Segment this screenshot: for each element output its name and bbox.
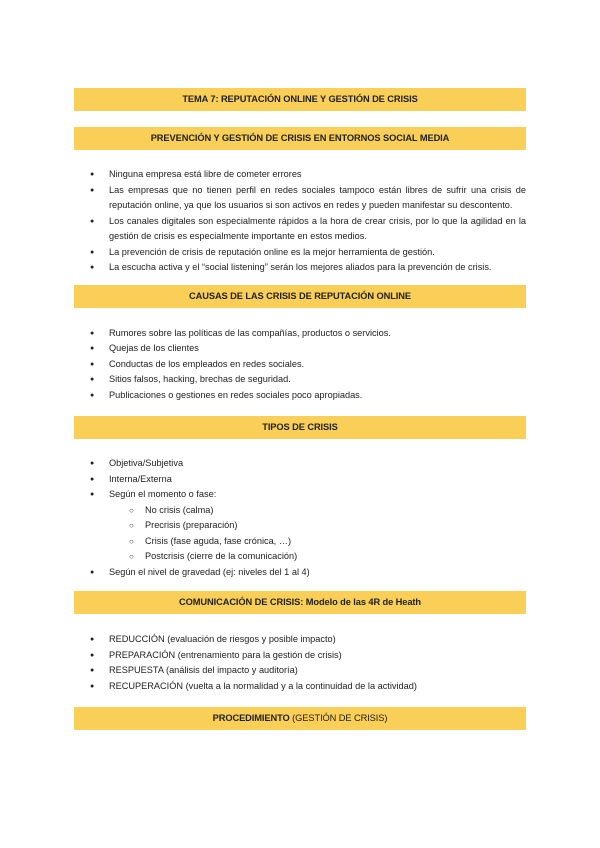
section-heading-text: TIPOS DE CRISIS [262,422,338,432]
list-prevencion [74,167,526,276]
list-item: ● Rumores sobre las políticas de las compañías, productos o servicios. [74,326,526,342]
list-item: ● PREPARACIÓN (entrenamiento para la gestión de crisis) [74,648,526,664]
section-heading-tipos [74,416,526,439]
sub-list-item: ○ Precrisis (preparación) [74,518,526,534]
section-heading-text: PREVENCIÓN Y GESTIÓN DE CRISIS EN ENTORNOS SOCIAL MEDIA [150,133,450,143]
sub-list-item: ○ Postcrisis (cierre de la comunicación) [74,549,526,565]
list-item: ● La prevención de crisis de reputación online es la mejor herramienta de gestión. [74,245,526,261]
list-item: ● Interna/Externa [74,472,526,488]
list-item: ● Conductas de los empleados en redes sociales. [74,357,526,373]
section-heading-bold: PROCEDIMIENTO [212,713,290,723]
list-item: ● Ninguna empresa está libre de cometer errores [74,167,526,183]
list-item: ● RESPUESTA (análisis del impacto y auditoría) [74,663,526,679]
list-item: ● REDUCCIÓN (evaluación de riesgos y posible impacto) [74,632,526,648]
list-causas [74,326,526,404]
list-item: ● Las empresas que no tienen perfil en redes sociales tampoco están libres de sufrir una crisis de reputación online, ya que los usuarios si son activos en redes y pueden manifestar su descontento. [74,183,526,214]
section-heading-causas [74,285,526,308]
section-heading-rest: Modelo de las 4R de Heath [303,597,422,607]
document-page [74,88,526,730]
sub-list-item: ○ Crisis (fase aguda, fase crónica, …) [74,534,526,550]
section-heading-prevencion [74,127,526,150]
list-comunicacion [74,632,526,694]
list-item: ● Sitios falsos, hacking, brechas de seguridad. [74,372,526,388]
title-text: TEMA 7: REPUTACIÓN ONLINE Y GESTIÓN DE CRISIS [182,94,418,104]
list-item: ● Objetiva/Subjetiva [74,456,526,472]
list-item: ● Quejas de los clientes [74,341,526,357]
list-item: ● Publicaciones o gestiones en redes sociales poco apropiadas. [74,388,526,404]
title-bar [74,88,526,111]
list-item: ● La escucha activa y el “social listening” serán los mejores aliados para la prevención de crisis. [74,260,526,276]
section-heading-rest: (GESTIÓN DE CRISIS) [289,713,388,723]
list-tipos [74,456,526,580]
list-item: ● Los canales digitales son especialmente rápidos a la hora de crear crisis, por lo que la agilidad en la gestión de crisis es especialmente importante en estos medios. [74,214,526,245]
section-heading-bold: COMUNICACIÓN DE CRISIS: [178,597,304,607]
section-heading-text: CAUSAS DE LAS CRISIS DE REPUTACIÓN ONLINE [189,290,411,301]
list-item: ● RECUPERACIÓN (vuelta a la normalidad y a la continuidad de la actividad) [74,679,526,695]
list-item: ● Según el momento o fase: [74,487,526,503]
section-heading-comunicacion [74,591,526,614]
list-item: ● Según el nivel de gravedad (ej: niveles del 1 al 4) [74,565,526,581]
sub-list-item: ○ No crisis (calma) [74,503,526,519]
section-heading-procedimiento [74,707,526,730]
